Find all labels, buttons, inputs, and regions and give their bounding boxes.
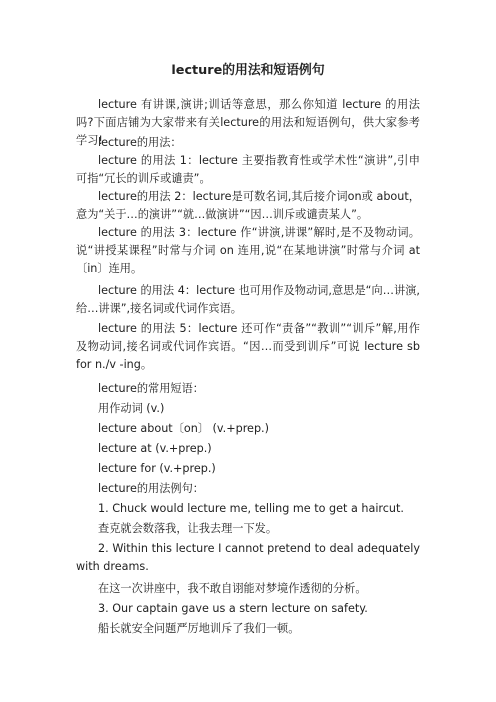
example-2-chinese: 在这一次讲座中，我不敢自诩能对梦境作透彻的分析。 [98,582,367,595]
example-1-english: 1. Chuck would lecture me, telling me to get a haircut. [98,502,404,515]
phrases-heading: lecture的常用短语： [98,382,204,395]
intro-paragraph: lecture 有讲课,演讲;训话等意思，那么你知道 lecture 的用法吗?下面店铺为大家带来有关lecture的用法和短语例句，供大家参考学习! [76,98,420,147]
usage-paragraph-2: lecture的用法 2：lecture是可数名词,其后接介词on或 about，意为“关于…的演讲”“就…做演讲”“因…训斥或谴责某人”。 [76,190,420,221]
document-title: lecture的用法和短语例句 [171,63,325,78]
example-2-english: 2. Within this lecture I cannot pretend to deal adequately with dreams. [76,542,420,573]
usage-paragraph-5: lecture 的用法 5：lecture 还可作“责备”“教训”“训斥”解,用作及物动词,接名词或代词作宾语。“因…而受到训斥”可说 lecture sb for n./v -ing。 [76,322,420,371]
phrase-item-3: lecture at (v.+prep.) [98,442,212,455]
example-3-english: 3. Our captain gave us a stern lecture on safety. [98,602,368,615]
phrase-item-2: lecture about〔on〕 (v.+prep.) [98,422,269,435]
usage-paragraph-1: lecture 的用法 1：lecture 主要指教育性或学术性“演讲”,引申可指“冗长的训斥或谴责”。 [76,154,420,185]
example-1-chinese: 查克就会数落我，让我去理一下发。 [98,522,278,535]
example-3-chinese: 船长就安全问题严厉地训斥了我们一顿。 [98,622,300,635]
phrase-item-4: lecture for (v.+prep.) [98,462,216,475]
usage-heading: lecture的用法： [98,136,182,149]
usage-paragraph-4: lecture 的用法 4：lecture 也可用作及物动词,意思是“向…讲演,给…讲课”,接名词或代词作宾语。 [76,284,420,315]
examples-heading: lecture的用法例句： [98,482,204,495]
phrase-item-1: 用作动词 (v.) [98,402,165,415]
usage-paragraph-3: lecture 的用法 3：lecture 作“讲演,讲课”解时,是不及物动词。说“讲授某课程”时常与介词 on 连用,说“在某地讲演”时常与介词 at〔in〕连用。 [76,226,420,275]
